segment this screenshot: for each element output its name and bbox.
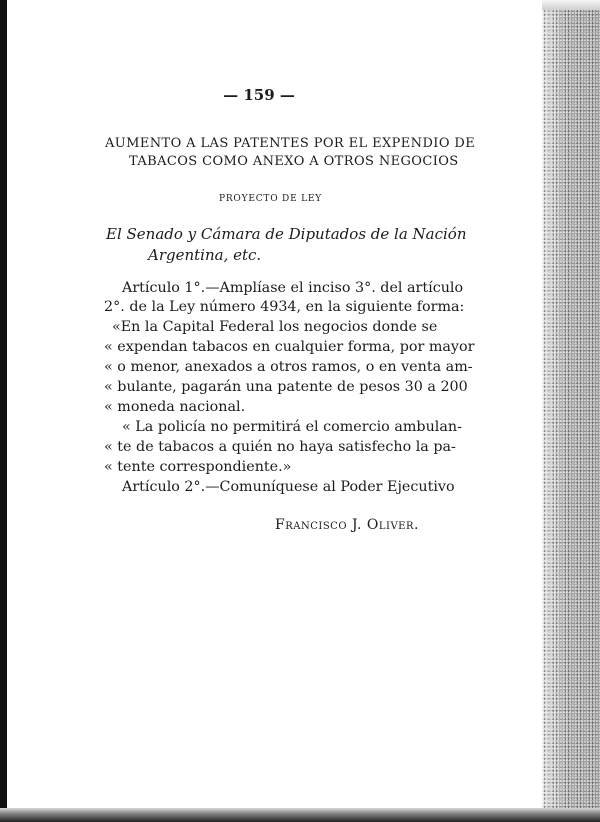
body-line: « te de tabacos a quién no haya satisfecho la pa- — [104, 439, 456, 455]
subtitle: PROYECTO DE LEY — [219, 194, 322, 204]
body-line: « o menor, anexados a otros ramos, o en venta am- — [104, 359, 473, 375]
page-edge-top-right — [542, 0, 600, 10]
body-line: « bulante, pagarán una patente de pesos 30 a 200 — [104, 379, 468, 395]
body-line: « expendan tabacos en cualquier forma, por mayor — [104, 339, 475, 355]
page-number: — 159 — — [223, 86, 295, 104]
body-line: «En la Capital Federal los negocios donde se — [112, 319, 438, 335]
title-line-2: TABACOS COMO ANEXO A OTROS NEGOCIOS — [129, 154, 459, 169]
body-line: « moneda nacional. — [104, 399, 246, 415]
body-line: Artículo 2°.—Comuníquese al Poder Ejecutivo — [122, 479, 455, 495]
intro-line-1: El Senado y Cámara de Diputados de la Nación — [106, 225, 467, 243]
body-line: « La policía no permitirá el comercio ambulan- — [122, 419, 462, 435]
signature: Francisco J. Oliver. — [275, 517, 419, 533]
intro-line-2: Argentina, etc. — [148, 246, 262, 264]
page-edge-right — [542, 0, 600, 822]
body-line: 2°. de la Ley número 4934, en la siguiente forma: — [104, 299, 465, 315]
body-line: « tente correspondiente.» — [104, 459, 292, 475]
page-edge-bottom — [0, 808, 600, 822]
page-edge-left — [0, 0, 7, 822]
title-line-1: AUMENTO A LAS PATENTES POR EL EXPENDIO DE — [105, 136, 476, 151]
body-line: Artículo 1°.—Amplíase el inciso 3°. del artículo — [122, 280, 464, 296]
